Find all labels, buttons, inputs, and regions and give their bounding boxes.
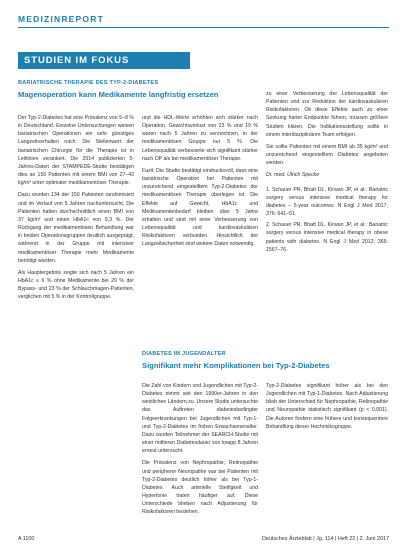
reference-list	[266, 186, 388, 254]
paragraph: Die Zahl von Kindern und Jugendlichen mit Typ-2-Diabetes nimmt seit den 1990er-Jahren in den westlichen Ländern zu. Unsere Studie untersuchte das Auftreten diabetesbedingter Folgeerkrankungen bei Jugendlichen mit Typ-1- und Typ-2-Diabetes im frühen Erwachsenenalter. Dazu wurden Teilnehmer der SEARCH-Studie mit einer mittleren Diabetesdauer von knapp 8 Jahren erneut untersucht.	[142, 383, 258, 455]
article2-headline: Signifikant mehr Komplikationen bei Typ-2-Diabetes	[142, 361, 330, 370]
reference-item: 2. Schauer PR, Bhatt DL, Kirwan JP, et al.: Bariatric surgery versus intensive medical therapy in obese patients with diabetes. N Engl J Med 2012; 366: 1567–76.	[266, 222, 388, 253]
page-number: A 1100	[18, 536, 35, 542]
article1-kicker: BARIATRISCHE THERAPIE DES TYP-2-DIABETES	[18, 80, 159, 86]
article1-headline: Magenoperation kann Medikamente langfristig ersetzen	[18, 90, 219, 99]
article2-column-1	[142, 382, 258, 522]
article1-column-1	[18, 114, 134, 519]
top-divider	[18, 27, 389, 28]
author-signature: Dr. med. Ulrich Specke	[266, 172, 320, 179]
article1-column-2	[142, 114, 258, 334]
section-label: MEDIZINREPORT	[18, 14, 104, 24]
article2-column-2	[266, 382, 388, 522]
paragraph: Sie sollte Patienten mit einem BMI ab 35 kg/m² und unzureichend eingestelltem Diabetes angeboten werden.	[266, 143, 388, 167]
paragraph: Die Prävalenz von Nephropathie, Retinopathie und peripherer Neuropathie war bei Patienten mit Typ-2-Diabetes deutlich höher als bei Typ-1-Diabetes. Auch arterielle Steifigkeit und Hypertonie traten häufiger auf. Diese Unterschiede blieben nach Adjustierung für Risikofaktoren bestehen.	[142, 460, 258, 516]
paragraph: Als Hauptergebnis zeigte sich nach 5 Jahren ein HbA1c ≤ 6 % ohne Medikamente bei 29 % der Bypass- und 23 % der Schlauchmagen-Patienten, verglichen mit 5 % in der Kontrollgruppe.	[18, 269, 134, 301]
paragraph: zu einer Verbesserung der Lebensqualität der Patienten und zur Reduktion der kardiovaskulären Risikofaktoren. Ob diese Effekte auch zu einer Senkung harter Endpunkte führen, müssen größere Studien klären. Die Indikationsstellung sollte in einem interdisziplinären Team erfolgen.	[266, 91, 388, 138]
paragraph: Fazit: Die Studie bestätigt eindrucksvoll, dass eine bariatrische Operation bei Patienten mit unzureichend eingestelltem Typ-2-Diabetes der medikamentösen Therapie überlegen ist. Die Effekte auf Gewicht, HbA1c und Medikamentenbedarf bleiben über 5 Jahre erhalten und sind mit einer Verbesserung von Lebensqualität und kardiovaskulären Risikofaktoren verbunden. Hinsichtlich der Langzeitsicherheit sind weitere Daten notwendig.	[142, 167, 258, 248]
paragraph: Der Typ-2-Diabetes hat eine Prävalenz von 5–8 % in Deutschland. Einzelne Untersuchungen weisen bariatrischen Operationen ein sehr günstiges Langzeitverhalten nach. Die Stellenwert der bariatrischen Chirurgie für die Therapie ist in Leitlinien verankert. Die 2014 publizierten 5-Jahres-Daten der STAMPEDE-Studie bestätigen dies an 150 Patienten mit einem BMI von 27–43 kg/m² unter optimaler medikamentöser Therapie.	[18, 115, 134, 187]
paragraph: und die HDL-Werte erhöhten sich stärker nach Operation. Gewichtsverlust von 23 % und 19 % waren nach 5 Jahren zu verzeichnen, in der medikamentösen Gruppe nur 5 %. Die Lebensqualität verbesserte sich signifikant stärker nach OP als bei medikamentöser Therapie.	[142, 115, 258, 162]
article2-kicker: DIABETES IM JUGENDALTER	[142, 351, 226, 357]
paragraph: Dazu wurden 134 der 150 Patienten randomisiert und im Verlauf von 5 Jahren nachuntersucht. Die Patienten hatten durchschnittlich einen BMI von 37 kg/m² und einen HbA1c von 9,3 %. Der Rückgang der medikamentösen Behandlung war in beiden Operationsgruppen deutlich ausgeprägt, während in der Gruppe mit intensiver medikamentöser Therapie mehr Medikamente benötigt wurden.	[18, 192, 134, 264]
section-banner: STUDIEN IM FOKUS	[18, 52, 190, 69]
journal-citation: Deutsches Ärzteblatt | Jg. 114 | Heft 22 | 2. Juni 2017	[262, 536, 389, 542]
article1-column-3	[266, 90, 388, 350]
reference-item: 1. Schauer PR, Bhatt DL, Kirwan JP, et al.: Bariatric surgery versus intensive medical therapy for diabetes – 5-year outcomes. N Engl J Med 2017; 376: 641–51.	[266, 186, 388, 218]
paragraph: Typ-2-Diabetes signifikant höher als bei den Jugendlichen mit Typ-1-Diabetes. Nach Adjustierung blieb der Unterschied für Nephropathie, Retinopathie und Neuropathie statistisch signifikant (p < 0,001). Die Autoren fordern eine frühere und konsequentere Behandlung dieser Hochrisikogruppe.	[266, 383, 388, 430]
